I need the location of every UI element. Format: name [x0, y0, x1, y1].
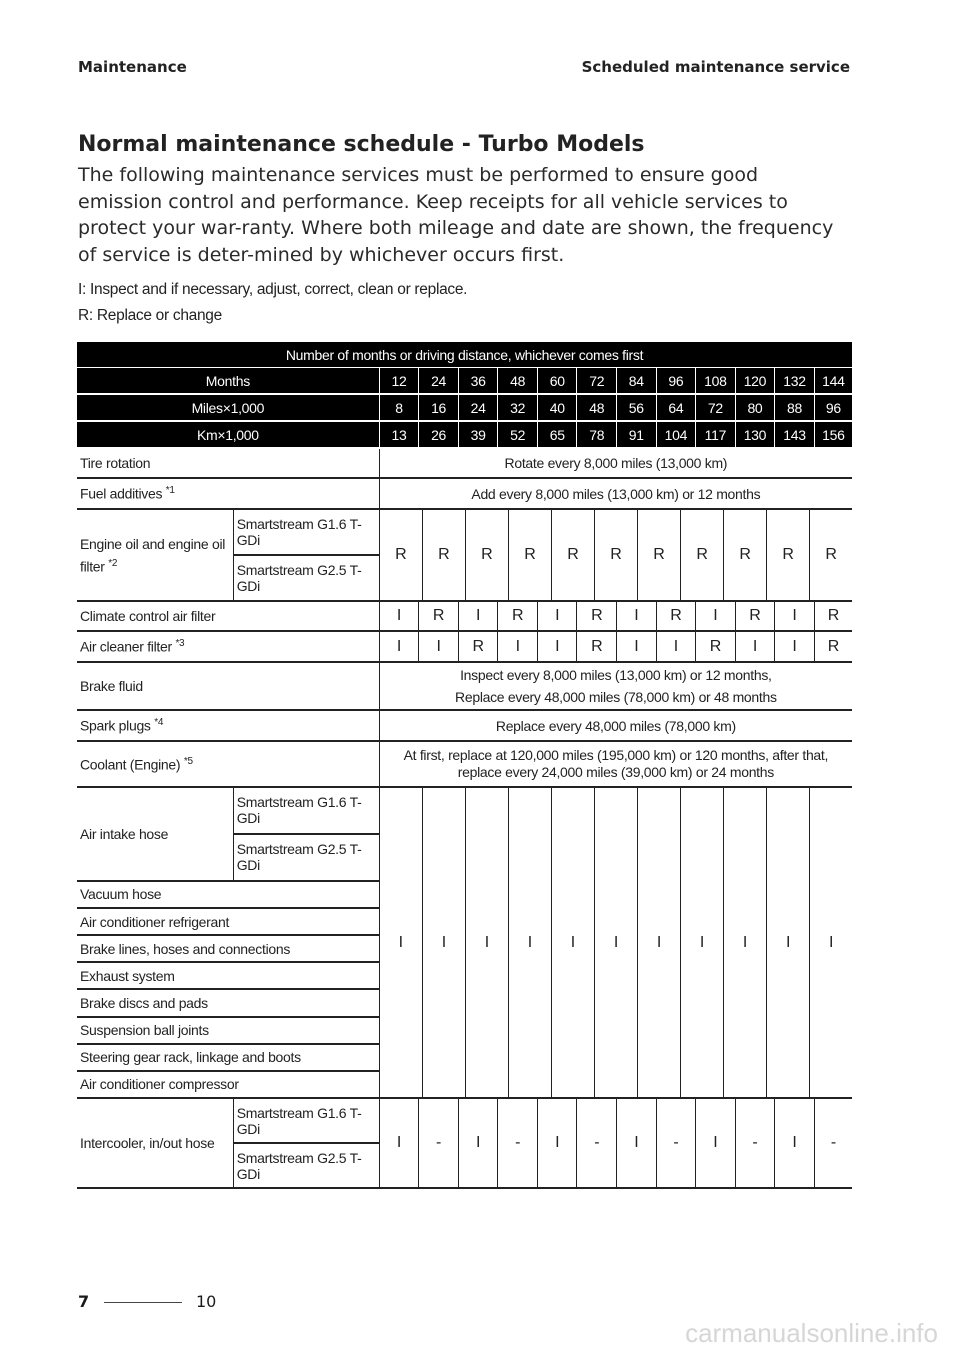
schedule-cell: R [814, 601, 852, 631]
km-cell: 52 [498, 421, 538, 448]
inspect-item-label: Steering gear rack, linkage and boots [77, 1044, 379, 1071]
engine-oil-row [77, 509, 852, 555]
miles-cell: 56 [617, 394, 657, 421]
months-cell: 72 [577, 368, 617, 395]
schedule-cell: I [498, 631, 538, 662]
intercooler-row [77, 1098, 852, 1143]
schedule-cell: I [379, 631, 419, 662]
miles-cell: 96 [814, 394, 852, 421]
air-intake-label: Air intake hose [77, 787, 233, 881]
schedule-cell: I [379, 601, 419, 631]
schedule-cell: I [696, 601, 736, 631]
fuel-additives-label: Fuel additives $^{*1}$ [77, 478, 379, 509]
schedule-cell: - [735, 1098, 775, 1188]
engine-variant-g25: Smartstream G2.5 T-GDi [233, 834, 379, 881]
schedule-cell: R [723, 510, 766, 600]
km-cell: 78 [577, 421, 617, 448]
months-cell: 48 [498, 368, 538, 395]
schedule-cell: R [577, 601, 617, 631]
schedule-cell: R [680, 510, 723, 600]
schedule-cell: R [809, 510, 852, 600]
brake-fluid-line-2: Replace every 48,000 miles (78,000 km) or 48 months [455, 689, 777, 705]
chapter-number: 7 [78, 1292, 90, 1311]
schedule-cell: R [419, 601, 459, 631]
brake-fluid-value [379, 662, 852, 710]
schedule-cell: I [696, 1098, 736, 1188]
watermark: carmanualsonline.info [685, 1318, 938, 1348]
tire-rotation-row [77, 448, 852, 478]
km-cell: 13 [379, 421, 419, 448]
intro-paragraph: The following maintenance services must be performed to ensure good emission control and performance. Keep receipts for all vehicle services to protect your war-ranty. Where both mileage and date are shown, the frequency of service is deter-mined by whichever occurs first. [78, 164, 834, 266]
air-cleaner-label: Air cleaner filter $^{*3}$ [77, 631, 379, 662]
footnote-ref: *3 [175, 638, 185, 650]
air-intake-row [77, 787, 852, 834]
inspect-item-label: Suspension ball joints [77, 1017, 379, 1044]
months-row [77, 368, 852, 395]
page-title: Normal maintenance schedule - Turbo Models [78, 132, 645, 157]
spark-plugs-row [77, 710, 852, 741]
inspect-item-label: Air conditioner compressor [77, 1071, 379, 1098]
schedule-cell: I [766, 788, 809, 1097]
months-cell: 120 [735, 368, 775, 395]
schedule-cell: R [551, 510, 594, 600]
schedule-cell: I [617, 631, 657, 662]
schedule-cell: I [379, 1098, 419, 1188]
spark-plugs-label: Spark plugs $^{*4}$ [77, 710, 379, 741]
schedule-cell: R [395, 546, 407, 563]
km-cell: 143 [775, 421, 815, 448]
schedule-cell: - [498, 1098, 538, 1188]
schedule-cell: R [594, 510, 637, 600]
schedule-cell: I [458, 601, 498, 631]
schedule-cell: I [422, 788, 465, 1097]
schedule-cell: I [809, 788, 852, 1097]
schedule-cell: R [498, 601, 538, 631]
spark-plugs-value: Replace every 48,000 miles (78,000 km) [379, 710, 852, 741]
fuel-additives-row [77, 478, 852, 509]
engine-variant-g16: Smartstream G1.6 T-GDi [233, 509, 379, 555]
km-row [77, 421, 852, 448]
coolant-row [77, 741, 852, 787]
schedule-cell: R [766, 510, 809, 600]
km-cell: 65 [537, 421, 577, 448]
engine-variant-g16: Smartstream G1.6 T-GDi [233, 787, 379, 834]
schedule-cell: I [537, 631, 577, 662]
tire-rotation-value: Rotate every 8,000 miles (13,000 km) [379, 448, 852, 478]
schedule-cell: R [696, 631, 736, 662]
engine-variant-g25: Smartstream G2.5 T-GDi [233, 1143, 379, 1188]
km-cell: 39 [458, 421, 498, 448]
schedule-cell: R [637, 510, 680, 600]
months-cell: 144 [814, 368, 852, 395]
legend-replace: R: Replace or change [78, 307, 222, 324]
miles-cell: 64 [656, 394, 696, 421]
km-cell: 130 [735, 421, 775, 448]
schedule-cell: I [594, 788, 637, 1097]
banner: Number of months or driving distance, whichever comes first [77, 342, 852, 368]
miles-cell: 24 [458, 394, 498, 421]
miles-cell: 48 [577, 394, 617, 421]
footnote-ref: *2 [108, 557, 118, 569]
miles-cell: 40 [537, 394, 577, 421]
brake-fluid-row [77, 662, 852, 710]
km-cell: 91 [617, 421, 657, 448]
schedule-cell: I [680, 788, 723, 1097]
fuel-additives-value: Add every 8,000 miles (13,000 km) or 12 months [379, 478, 852, 509]
topic-header: Scheduled maintenance service [581, 58, 850, 76]
schedule-cell: I [551, 788, 594, 1097]
coolant-line-2: replace every 24,000 miles (39,000 km) or 24 months [457, 764, 774, 780]
climate-filter-label: Climate control air filter [77, 601, 379, 631]
km-cell: 104 [656, 421, 696, 448]
schedule-cell: I [508, 788, 551, 1097]
engine-oil-label: Engine oil and engine oil filter $^{*2}$ [77, 509, 233, 601]
inspection-group-values [379, 787, 852, 1098]
schedule-cell: I [537, 1098, 577, 1188]
miles-label: Miles×1,000 [77, 394, 379, 421]
inspect-item-label: Vacuum hose [77, 881, 379, 908]
footnote-ref: *1 [165, 485, 175, 497]
engine-oil-values [379, 509, 852, 601]
miles-cell: 80 [735, 394, 775, 421]
months-cell: 84 [617, 368, 657, 395]
schedule-cell: I [617, 1098, 657, 1188]
schedule-cell: R [465, 510, 508, 600]
tire-rotation-label: Tire rotation [77, 448, 379, 478]
miles-cell: 8 [379, 394, 419, 421]
schedule-cell: R [735, 601, 775, 631]
months-cell: 132 [775, 368, 815, 395]
schedule-cell: I [656, 631, 696, 662]
schedule-cell: R [814, 631, 852, 662]
months-cell: 36 [458, 368, 498, 395]
legend-inspect: I: Inspect and if necessary, adjust, correct, clean or replace. [78, 281, 468, 298]
schedule-cell: R [577, 631, 617, 662]
schedule-cell: I [775, 631, 815, 662]
schedule-cell: - [656, 1098, 696, 1188]
months-cell: 12 [379, 368, 419, 395]
coolant-line-1: At first, replace at 120,000 miles (195,000 km) or 120 months, after that, [403, 747, 829, 763]
schedule-cell: I [775, 601, 815, 631]
page-number: 10 [196, 1292, 217, 1311]
page-divider [104, 1302, 182, 1303]
footnote-ref: *5 [183, 755, 193, 767]
inspect-item-label: Brake discs and pads [77, 989, 379, 1016]
schedule-cell: I [735, 631, 775, 662]
section-header: Maintenance [78, 58, 187, 76]
maintenance-schedule-table [77, 342, 852, 1189]
brake-fluid-line-1: Inspect every 8,000 miles (13,000 km) or 12 months, [460, 667, 772, 683]
months-cell: 108 [696, 368, 736, 395]
schedule-cell: I [617, 601, 657, 631]
schedule-cell: R [422, 510, 465, 600]
schedule-cell: I [537, 601, 577, 631]
miles-row [77, 394, 852, 421]
schedule-cell: - [577, 1098, 617, 1188]
coolant-label: Coolant (Engine) $^{*5}$ [77, 741, 379, 787]
footnote-ref: *4 [154, 717, 164, 729]
months-label: Months [77, 368, 379, 395]
schedule-cell: - [419, 1098, 459, 1188]
schedule-cell: R [656, 601, 696, 631]
months-cell: 24 [419, 368, 459, 395]
banner-row [77, 342, 852, 368]
schedule-cell: - [814, 1098, 852, 1188]
schedule-cell: R [508, 510, 551, 600]
brake-fluid-label: Brake fluid [77, 662, 379, 710]
km-cell: 156 [814, 421, 852, 448]
km-cell: 26 [419, 421, 459, 448]
months-cell: 60 [537, 368, 577, 395]
schedule-cell: I [637, 788, 680, 1097]
schedule-cell: I [419, 631, 459, 662]
inspect-item-label: Exhaust system [77, 962, 379, 989]
miles-cell: 32 [498, 394, 538, 421]
schedule-cell: I [775, 1098, 815, 1188]
km-label: Km×1,000 [77, 421, 379, 448]
months-cell: 96 [656, 368, 696, 395]
intercooler-label: Intercooler, in/out hose [77, 1098, 233, 1188]
schedule-cell: I [398, 933, 403, 951]
air-cleaner-row [77, 631, 852, 662]
schedule-cell: I [458, 1098, 498, 1188]
miles-cell: 72 [696, 394, 736, 421]
miles-cell: 88 [775, 394, 815, 421]
climate-filter-row [77, 601, 852, 631]
inspect-item-label: Brake lines, hoses and connections [77, 935, 379, 962]
schedule-cell: I [723, 788, 766, 1097]
km-cell: 117 [696, 421, 736, 448]
schedule-cell: R [458, 631, 498, 662]
miles-cell: 16 [419, 394, 459, 421]
schedule-cell: I [465, 788, 508, 1097]
coolant-value [379, 741, 852, 787]
inspect-item-label: Air conditioner refrigerant [77, 908, 379, 935]
engine-variant-g16: Smartstream G1.6 T-GDi [233, 1098, 379, 1143]
engine-variant-g25: Smartstream G2.5 T-GDi [233, 555, 379, 601]
